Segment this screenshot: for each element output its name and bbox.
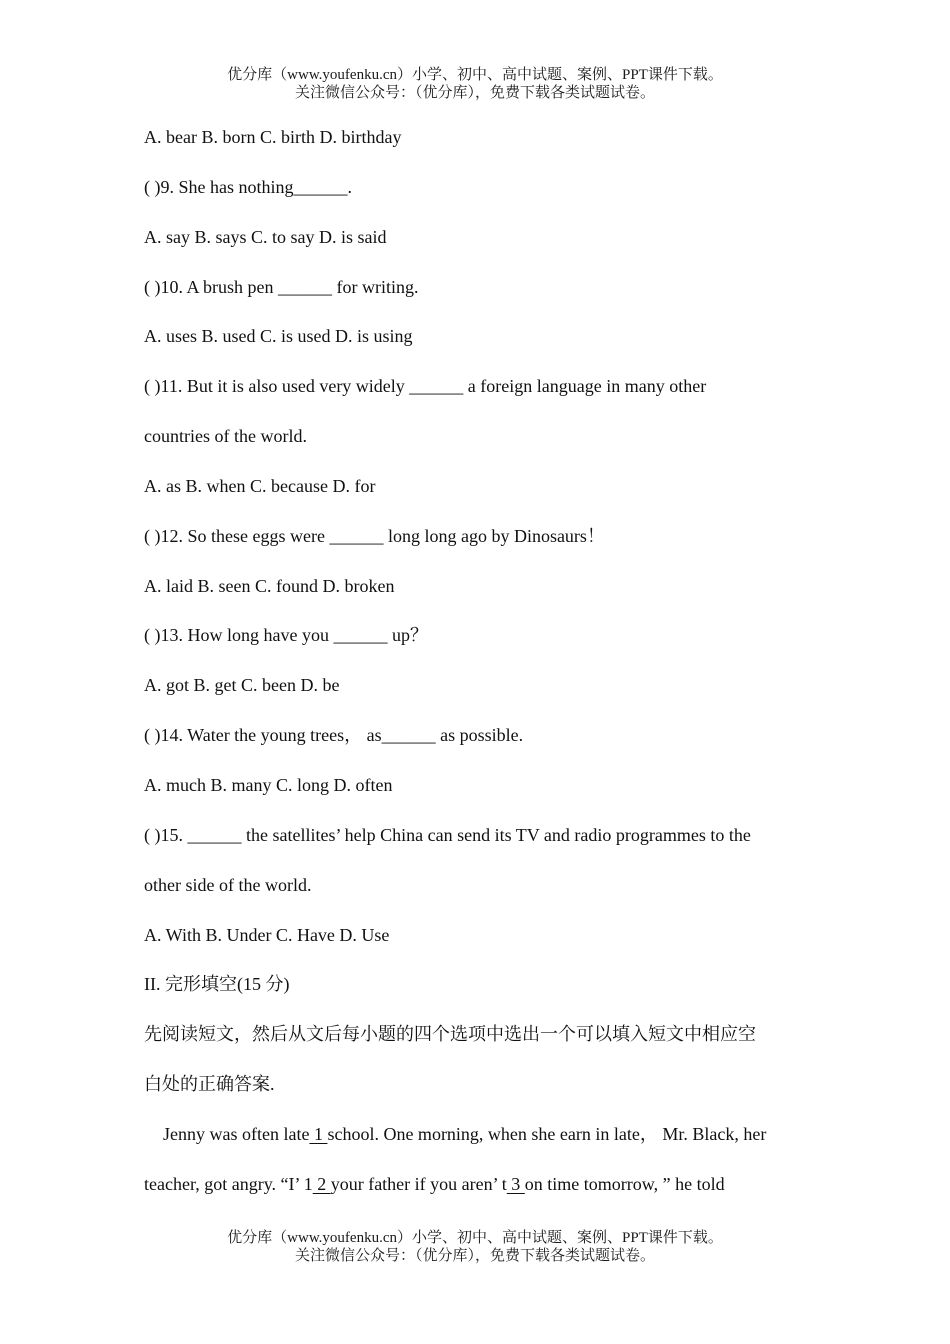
q13-question: ( )13. How long have you ______ up？ xyxy=(144,625,428,646)
blank-2: 2 xyxy=(312,1173,331,1194)
header-line-1: 优分库（www.youfenku.cn）小学、初中、高中试题、案例、PPT课件下载。 xyxy=(227,67,723,83)
blank-3: 3 xyxy=(506,1173,525,1194)
q12-options: A. laid B. seen C. found D. broken xyxy=(144,575,395,596)
q15-options: A. With B. Under C. Have D. Use xyxy=(144,924,390,945)
passage-text: teacher, got angry. “I’ 1 xyxy=(144,1173,313,1194)
q11-options: A. as B. when C. because D. for xyxy=(144,475,376,496)
q15-question: ( )15. ______ the satellites’ help China can send its TV and radio programmes to the xyxy=(144,824,751,845)
q8-options: A. bear B. born C. birth D. birthday xyxy=(144,127,402,147)
document-body xyxy=(144,121,824,1218)
blank-1: 1 xyxy=(309,1123,328,1144)
q9-options: A. say B. says C. to say D. is said xyxy=(144,226,387,247)
section-heading: II. 完形填空(15 分) xyxy=(144,974,290,995)
q14-options: A. much B. many C. long D. often xyxy=(144,774,393,795)
q14-question: ( )14. Water the young trees， as______ as possible. xyxy=(144,725,524,746)
q12-question: ( )12. So these eggs were ______ long long ago by Dinosaurs！ xyxy=(144,525,605,546)
passage-text: on time tomorrow, ” he told xyxy=(524,1173,725,1194)
q11-question-cont: countries of the world. xyxy=(144,426,307,447)
q9-question: ( )9. She has nothing______. xyxy=(144,176,352,197)
passage-line-1 xyxy=(144,1118,824,1168)
page-header xyxy=(0,66,950,102)
passage-line-2 xyxy=(144,1168,824,1218)
footer-line-2: 关注微信公众号：（优分库），免费下载各类试题试卷。 xyxy=(294,1248,655,1264)
section-instructions-cont: 白处的正确答案. xyxy=(144,1074,275,1095)
q13-options: A. got B. get C. been D. be xyxy=(144,675,340,696)
q10-question: ( )10. A brush pen ______ for writing. xyxy=(144,276,419,297)
q15-question-cont: other side of the world. xyxy=(144,874,312,895)
passage-text: Jenny was often late xyxy=(163,1123,310,1144)
header-line-2: 关注微信公众号：（优分库），免费下载各类试题试卷。 xyxy=(294,85,655,101)
page-footer xyxy=(0,1229,950,1265)
section-instructions: 先阅读短文，然后从文后每小题的四个选项中选出一个可以填入短文中相应空 xyxy=(144,1024,756,1045)
q11-question: ( )11. But it is also used very widely ______ a foreign language in many other xyxy=(144,376,707,397)
passage-text: school. One morning, when she earn in late， Mr. Black, her xyxy=(327,1123,767,1144)
q10-options: A. uses B. used C. is used D. is using xyxy=(144,326,413,347)
footer-line-1: 优分库（www.youfenku.cn）小学、初中、高中试题、案例、PPT课件下载。 xyxy=(227,1230,723,1246)
passage-text: your father if you aren’ t xyxy=(330,1173,507,1194)
